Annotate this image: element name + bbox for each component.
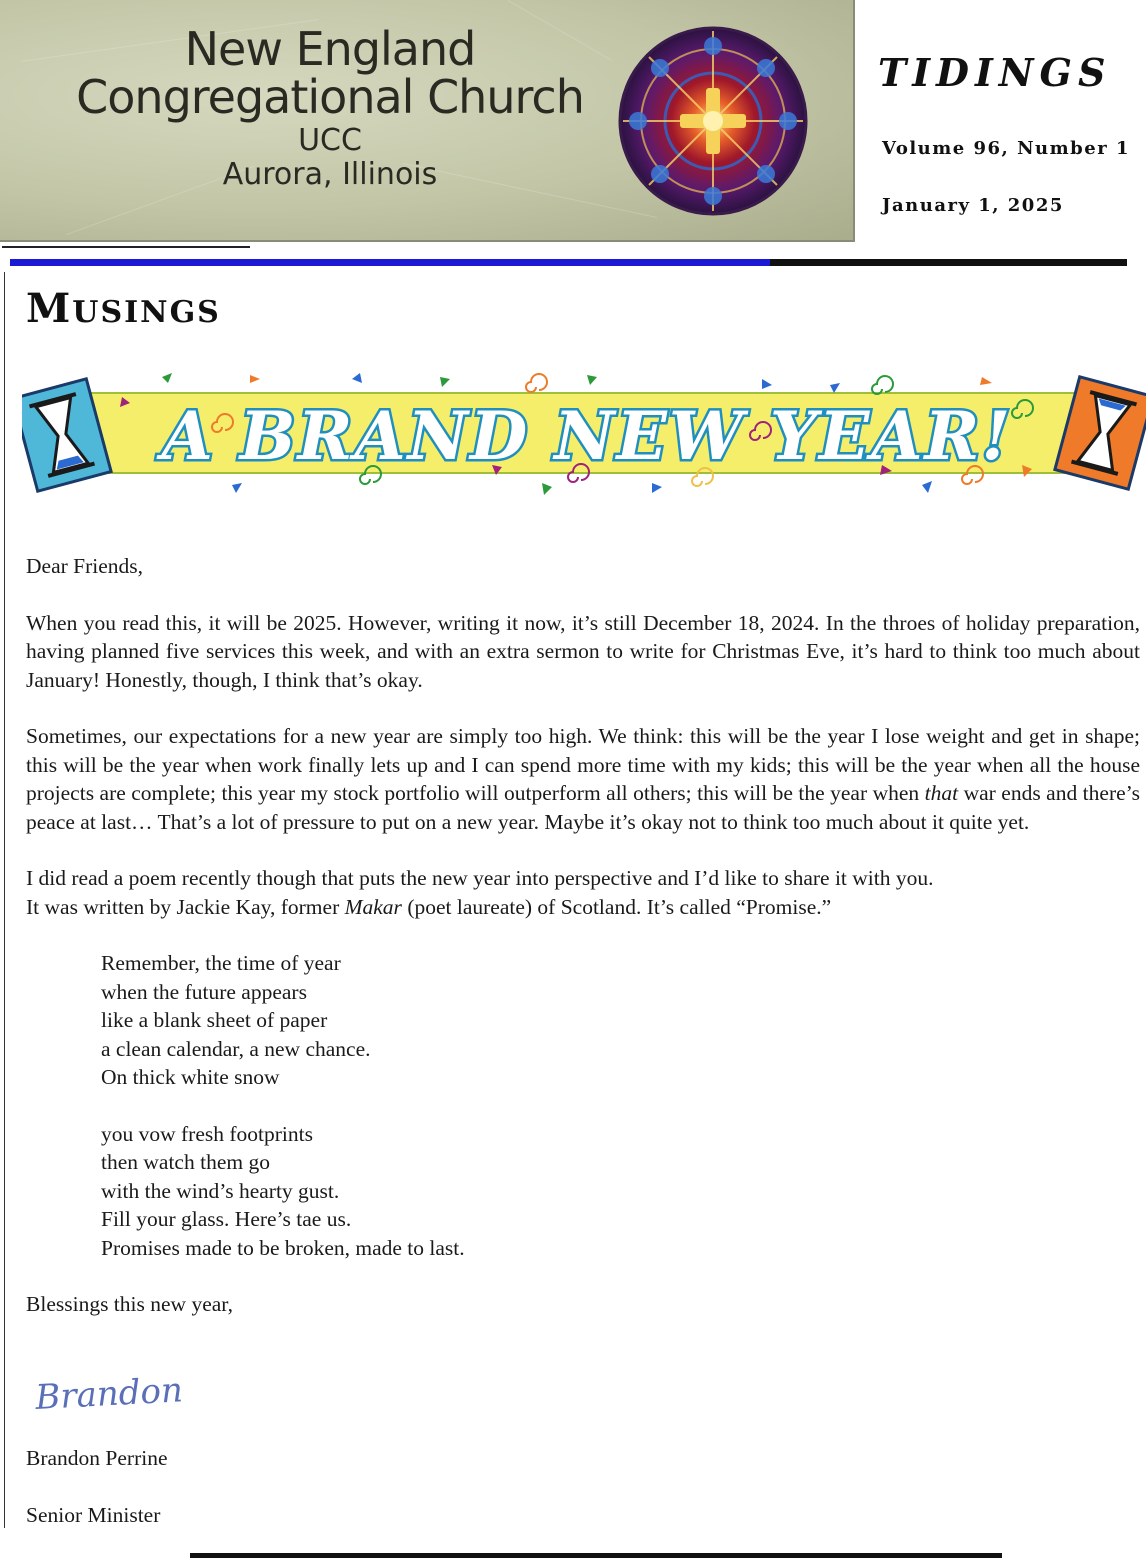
header-rule-black [770, 259, 1127, 266]
poem-line: you vow fresh footprints [101, 1121, 313, 1146]
poem-line: On thick white snow [101, 1065, 280, 1089]
poem-line: Remember, the time of year [101, 951, 341, 975]
section-title-rest: USINGS [72, 295, 221, 330]
paragraph-2-emphasis: that [924, 781, 959, 805]
paragraph-3-emphasis: Makar [344, 894, 402, 919]
banner-text: A BRAND NEW YEAR! [161, 397, 1013, 475]
church-denomination: UCC [298, 123, 362, 158]
issue-date: January 1, 2025 [882, 195, 1064, 216]
masthead-banner [0, 0, 855, 242]
poem-line: Promises made to be broken, made to last. [101, 1235, 465, 1260]
poem-line: then watch them go [101, 1150, 270, 1174]
paragraph-3-line1: I did read a poem recently though that puts the new year into perspective and I’d like to share it with you. [26, 866, 934, 890]
church-name [60, 22, 600, 192]
signature [26, 1357, 226, 1437]
church-name-line1: New England [184, 22, 476, 76]
poem-line: a clean calendar, a new chance. [101, 1036, 371, 1061]
paragraph-3-start: It was written by Jackie Kay, former [26, 894, 345, 919]
signer-name: Brandon Perrine [26, 1446, 168, 1470]
closing: Blessings this new year, [26, 1292, 233, 1316]
paragraph-2-start: Sometimes, our expectations for a new year are simply too high. We think: this will be the year I lose weight and get in shape; this will be the year when work finally lets up and I can spend more time with my kids; this will be the year when all the house projects are complete; this year my stock portfolio will outperform all others; this will be the year when [26, 724, 1140, 805]
section-title [26, 285, 221, 332]
church-name-line2: Congregational Church [76, 70, 584, 124]
poem-stanza-1 [101, 949, 1140, 1092]
signer-title: Senior Minister [26, 1502, 161, 1527]
poem-line: like a blank sheet of paper [101, 1008, 328, 1032]
left-margin-rule [4, 272, 5, 1528]
paragraph-1: When you read this, it will be 2025. However, writing it now, it’s still December 18, 2024. In the throes of holiday preparation, having planned five services this week, and with an extra sermon to write for Christmas Eve, it’s hard to think too much about January! Honestly, though, I think that’s okay. [26, 610, 1140, 692]
signature-text: Brandon [34, 1369, 184, 1418]
poem-stanza-2 [101, 1120, 1140, 1263]
newsletter-title: TIDINGS [878, 50, 1112, 95]
section-title-initial: M [26, 285, 73, 332]
paragraph-2-end: war ends and there’s peace at last… That’s a lot of pressure to put on a new year. Maybe it’s okay not to think too much about it quite yet. [26, 781, 1140, 834]
paragraph-3 [26, 864, 1140, 921]
poem-line: with the wind’s hearty gust. [101, 1178, 340, 1203]
volume-number: Volume 96, Number 1 [882, 138, 1130, 159]
letter-body [26, 552, 1140, 1557]
poem-line: Fill your glass. Here’s tae us. [101, 1207, 352, 1231]
paragraph-3-end: (poet laureate) of Scotland. It’s called “Promise.” [401, 894, 832, 919]
poem [101, 949, 1140, 1262]
footer-rule [190, 1553, 1002, 1558]
salutation: Dear Friends, [26, 554, 144, 578]
masthead-underline [2, 246, 250, 248]
church-location: Aurora, Illinois [222, 157, 438, 192]
new-year-banner [22, 365, 1146, 500]
rose-window-icon [618, 26, 808, 216]
paragraph-2 [26, 722, 1140, 836]
poem-line: when the future appears [101, 979, 307, 1004]
header-rule-blue [10, 259, 770, 266]
